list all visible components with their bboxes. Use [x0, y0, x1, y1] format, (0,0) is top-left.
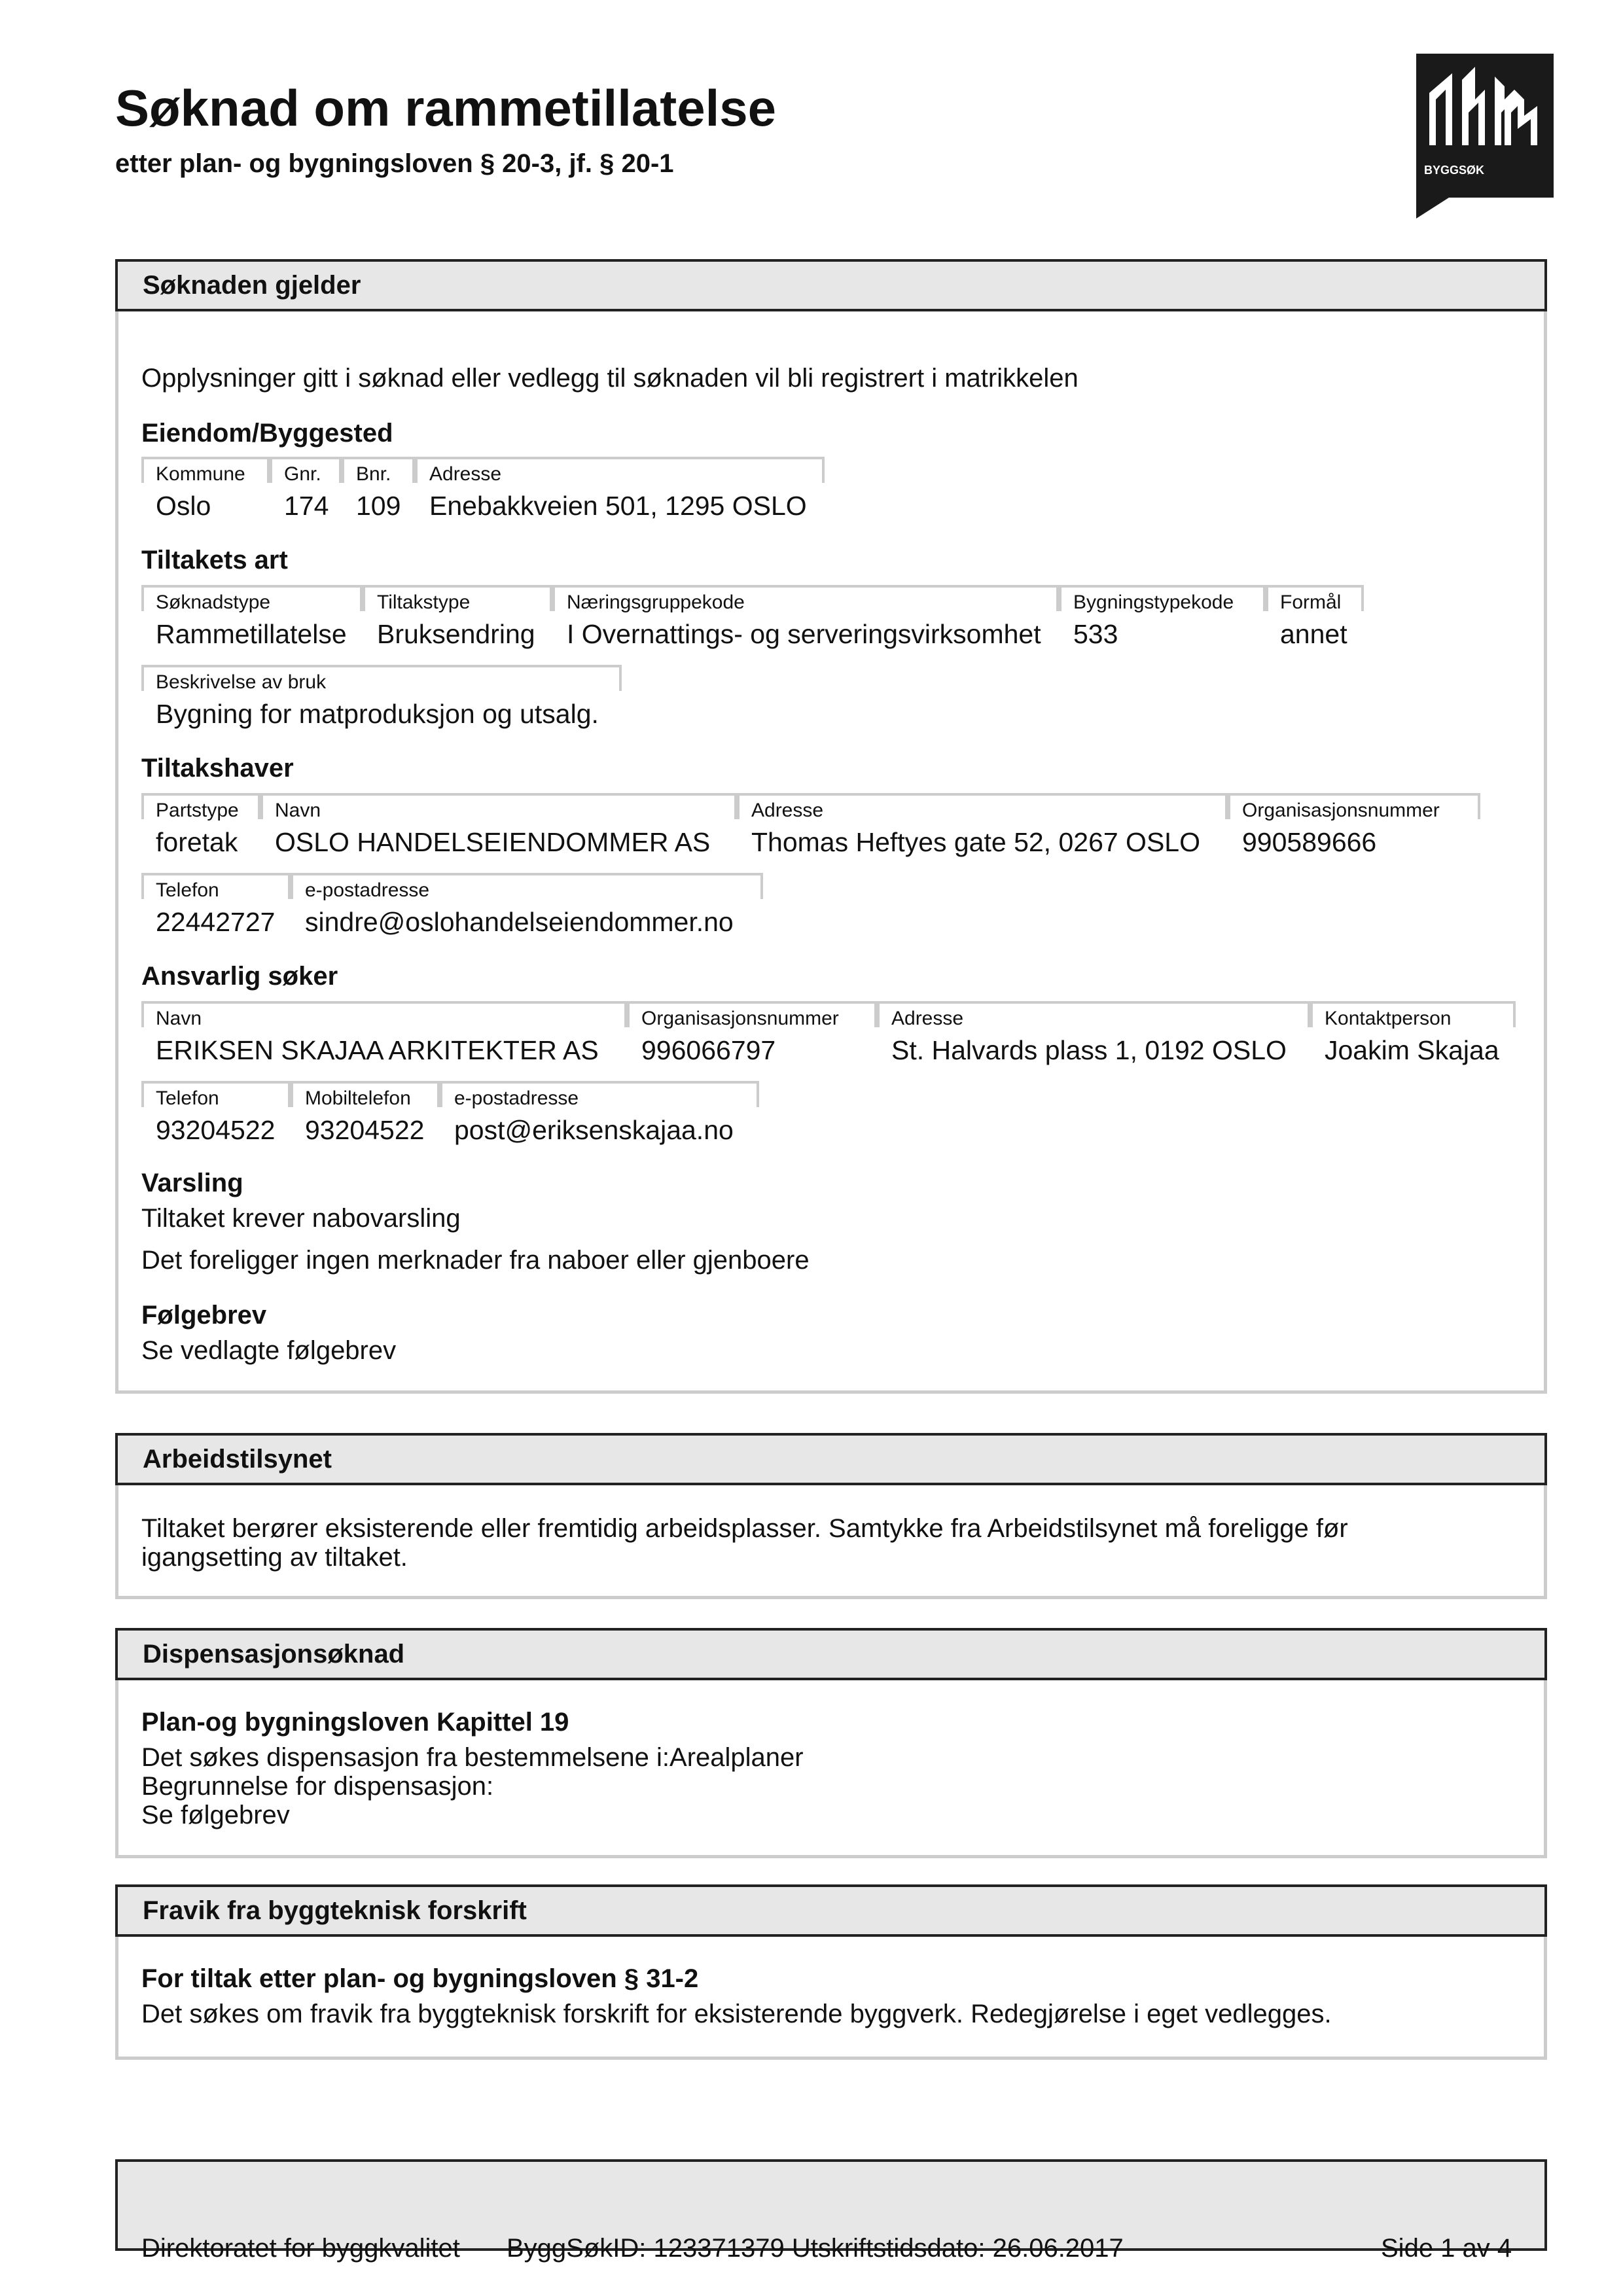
field-mobiltelefon: [291, 1081, 440, 1145]
field-value: 93204522: [305, 1115, 425, 1145]
field-label: Mobiltelefon: [305, 1087, 411, 1109]
field-label: Søknadstype: [156, 592, 271, 613]
folgebrev-text: Se vedlagte følgebrev: [141, 1336, 397, 1365]
field-value: post@eriksenskajaa.no: [454, 1115, 734, 1145]
section-heading: Arbeidstilsynet: [115, 1433, 1547, 1485]
field-value: foretak: [156, 827, 238, 857]
field-value: 990589666: [1242, 827, 1377, 857]
section-heading: Fravik fra byggteknisk forskrift: [115, 1884, 1547, 1937]
field-soknadstype: [141, 585, 363, 649]
field-label: Adresse: [429, 463, 502, 485]
field-label: Beskrivelse av bruk: [156, 671, 327, 693]
field-label: Adresse: [751, 800, 824, 821]
field-label: Kontaktperson: [1325, 1008, 1452, 1029]
field-navn: [141, 1001, 627, 1065]
field-label: e-postadresse: [305, 879, 430, 901]
field-adresse: [415, 457, 825, 521]
footer-org: Direktoratet for byggkvalitet: [141, 2234, 460, 2263]
field-value: Joakim Skajaa: [1325, 1035, 1499, 1065]
field-value: 174: [284, 491, 329, 521]
field-value: Oslo: [156, 491, 211, 521]
field-value: 533: [1073, 619, 1118, 649]
section-heading: Søknaden gjelder: [115, 259, 1547, 311]
field-label: Organisasjonsnummer: [641, 1008, 839, 1029]
byggsok-logo: [1416, 54, 1554, 198]
field-label: Navn: [156, 1008, 202, 1029]
field-partstype: [141, 793, 260, 857]
ansvarlig-heading: Ansvarlig søker: [141, 962, 338, 991]
field-value: I Overnattings- og serveringsvirksomhet: [567, 619, 1041, 649]
field-value: sindre@oslohandelseiendommer.no: [305, 907, 734, 937]
field-kommune: [141, 457, 270, 521]
field-value: Bruksendring: [377, 619, 535, 649]
footer-id: ByggSøkID: 123371379 Utskriftstidsdato: 26.06.2017: [507, 2234, 1124, 2263]
tiltak-heading: Tiltakets art: [141, 546, 288, 574]
field-label: Kommune: [156, 463, 245, 485]
field-value: Rammetillatelse: [156, 619, 347, 649]
arbeidstilsynet-text-2: igangsetting av tiltaket.: [141, 1543, 408, 1572]
arbeidstilsynet-text-1: Tiltaket berører eksisterende eller fremtidig arbeidsplasser. Samtykke fra Arbeidstilsynet må foreligge før: [141, 1514, 1348, 1543]
field-bygningstypekode: [1059, 585, 1266, 649]
field-beskrivelse: [141, 665, 622, 729]
field-label: Bnr.: [356, 463, 391, 485]
field-organisasjonsnummer: [1228, 793, 1480, 857]
dispensasjon-subheading: Plan-og bygningsloven Kapittel 19: [141, 1708, 569, 1737]
field-adresse: [877, 1001, 1310, 1065]
field-bnr: [342, 457, 415, 521]
field-value: 22442727: [156, 907, 276, 937]
field-value: annet: [1280, 619, 1347, 649]
fravik-subheading: For tiltak etter plan- og bygningsloven § 31-2: [141, 1964, 699, 1993]
field-value: 93204522: [156, 1115, 276, 1145]
field-value: OSLO HANDELSEIENDOMMER AS: [275, 827, 711, 857]
field-label: Adresse: [891, 1008, 964, 1029]
field-label: Organisasjonsnummer: [1242, 800, 1440, 821]
field-value: Bygning for matproduksjon og utsalg.: [156, 699, 599, 729]
varsling-text-1: Tiltaket krever nabovarsling: [141, 1204, 461, 1233]
field-formal: [1266, 585, 1364, 649]
field-epost: [440, 1081, 759, 1145]
field-value: Thomas Heftyes gate 52, 0267 OSLO: [751, 827, 1200, 857]
field-value: 996066797: [641, 1035, 776, 1065]
fravik-text: Det søkes om fravik fra byggteknisk forskrift for eksisterende byggverk. Redegjørelse i eget vedlegges.: [141, 2000, 1332, 2028]
intro-text: Opplysninger gitt i søknad eller vedlegg til søknaden vil bli registrert i matrikkelen: [141, 364, 1079, 393]
field-navn: [260, 793, 737, 857]
field-label: Gnr.: [284, 463, 321, 485]
field-label: Navn: [275, 800, 321, 821]
field-value: ERIKSEN SKAJAA ARKITEKTER AS: [156, 1035, 599, 1065]
field-adresse: [737, 793, 1228, 857]
field-value: St. Halvards plass 1, 0192 OSLO: [891, 1035, 1287, 1065]
varsling-heading: Varsling: [141, 1169, 243, 1197]
footer-page-number: Side 1 av 4: [1381, 2234, 1512, 2263]
page-subtitle: etter plan- og bygningsloven § 20-3, jf. § 20-1: [115, 149, 674, 178]
tiltakshaver-heading: Tiltakshaver: [141, 754, 294, 783]
page-title: Søknad om rammetillatelse: [115, 79, 777, 137]
dispensasjon-text-2: Begrunnelse for dispensasjon:: [141, 1772, 494, 1801]
field-value: Enebakkveien 501, 1295 OSLO: [429, 491, 807, 521]
folgebrev-heading: Følgebrev: [141, 1301, 267, 1330]
field-kontaktperson: [1310, 1001, 1516, 1065]
dispensasjon-text-1: Det søkes dispensasjon fra bestemmelsene i:Arealplaner: [141, 1743, 804, 1772]
field-label: Tiltakstype: [377, 592, 471, 613]
field-telefon: [141, 873, 291, 937]
logo-text: BYGGSØK: [1424, 164, 1485, 177]
dispensasjon-text-3: Se følgebrev: [141, 1801, 290, 1829]
field-value: 109: [356, 491, 401, 521]
field-label: Telefon: [156, 1087, 219, 1109]
field-epost: [291, 873, 763, 937]
logo-mark-icon: [1416, 54, 1554, 158]
field-gnr: [270, 457, 342, 521]
field-label: Bygningstypekode: [1073, 592, 1234, 613]
field-label: e-postadresse: [454, 1087, 579, 1109]
field-naeringsgruppekode: [552, 585, 1059, 649]
field-label: Telefon: [156, 879, 219, 901]
field-organisasjonsnummer: [627, 1001, 877, 1065]
field-telefon: [141, 1081, 291, 1145]
field-label: Formål: [1280, 592, 1342, 613]
varsling-text-2: Det foreligger ingen merknader fra naboer eller gjenboere: [141, 1246, 810, 1275]
field-label: Partstype: [156, 800, 239, 821]
eiendom-heading: Eiendom/Byggested: [141, 419, 393, 448]
field-label: Næringsgruppekode: [567, 592, 745, 613]
section-heading: Dispensasjonsøknad: [115, 1628, 1547, 1680]
field-tiltakstype: [363, 585, 552, 649]
logo-tail: [1416, 198, 1449, 219]
